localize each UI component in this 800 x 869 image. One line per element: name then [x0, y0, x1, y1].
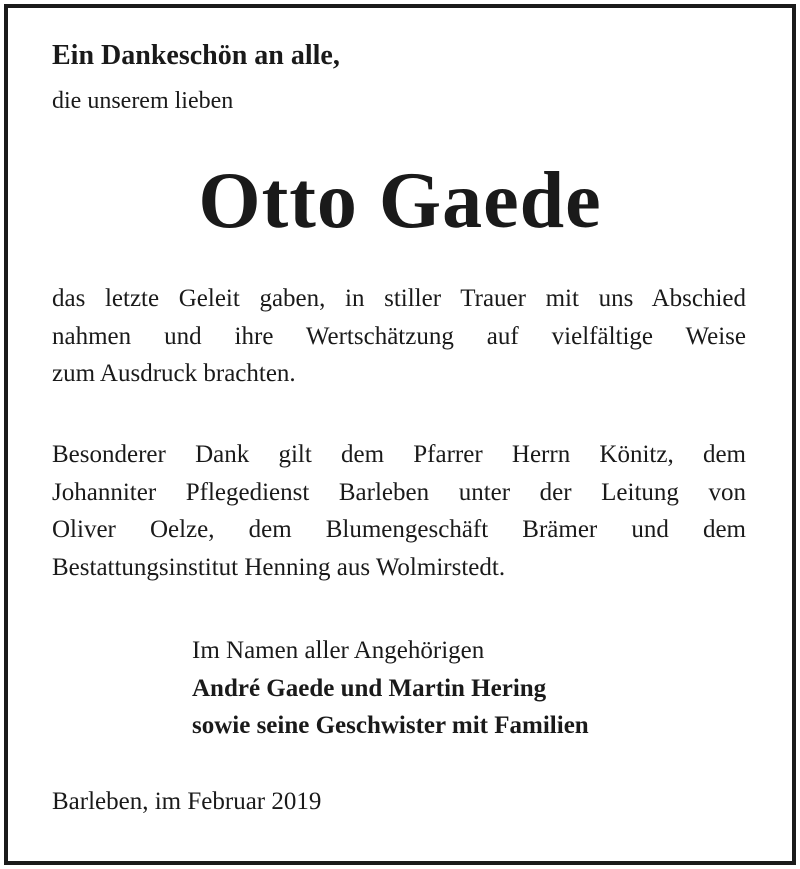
thanks-paragraph — [52, 280, 746, 393]
deceased-name: Otto Gaede — [198, 157, 602, 245]
signature-block — [192, 632, 589, 745]
paragraph-line: Bestattungsinstitut Henning aus Wolmirstedt. — [52, 553, 506, 581]
signature-family: sowie seine Geschwister mit Familien — [192, 712, 589, 739]
paragraph-line: Johanniter Pflegedienst Barleben unter der Leitung von — [52, 478, 746, 506]
paragraph-line: Besonderer Dank gilt dem Pfarrer Herrn Könitz, dem — [52, 441, 746, 468]
notice-heading: Ein Dankeschön an alle, — [52, 40, 340, 71]
signature-intro: Im Namen aller Angehörigen — [192, 637, 485, 664]
notice-subheading: die unserem lieben — [52, 88, 234, 114]
paragraph-line: Oliver Oelze, dem Blumengeschäft Brämer und dem — [52, 516, 746, 543]
paragraph-line: zum Ausdruck brachten. — [52, 360, 296, 387]
place-date: Barleben, im Februar 2019 — [52, 788, 322, 815]
special-thanks-paragraph — [52, 436, 746, 586]
paragraph-line: nahmen und ihre Wertschätzung auf vielfältige Weise — [52, 322, 746, 350]
paragraph-line: das letzte Geleit gaben, in stiller Trauer mit uns Abschied — [52, 285, 746, 312]
signature-names: André Gaede und Martin Hering — [192, 674, 547, 702]
